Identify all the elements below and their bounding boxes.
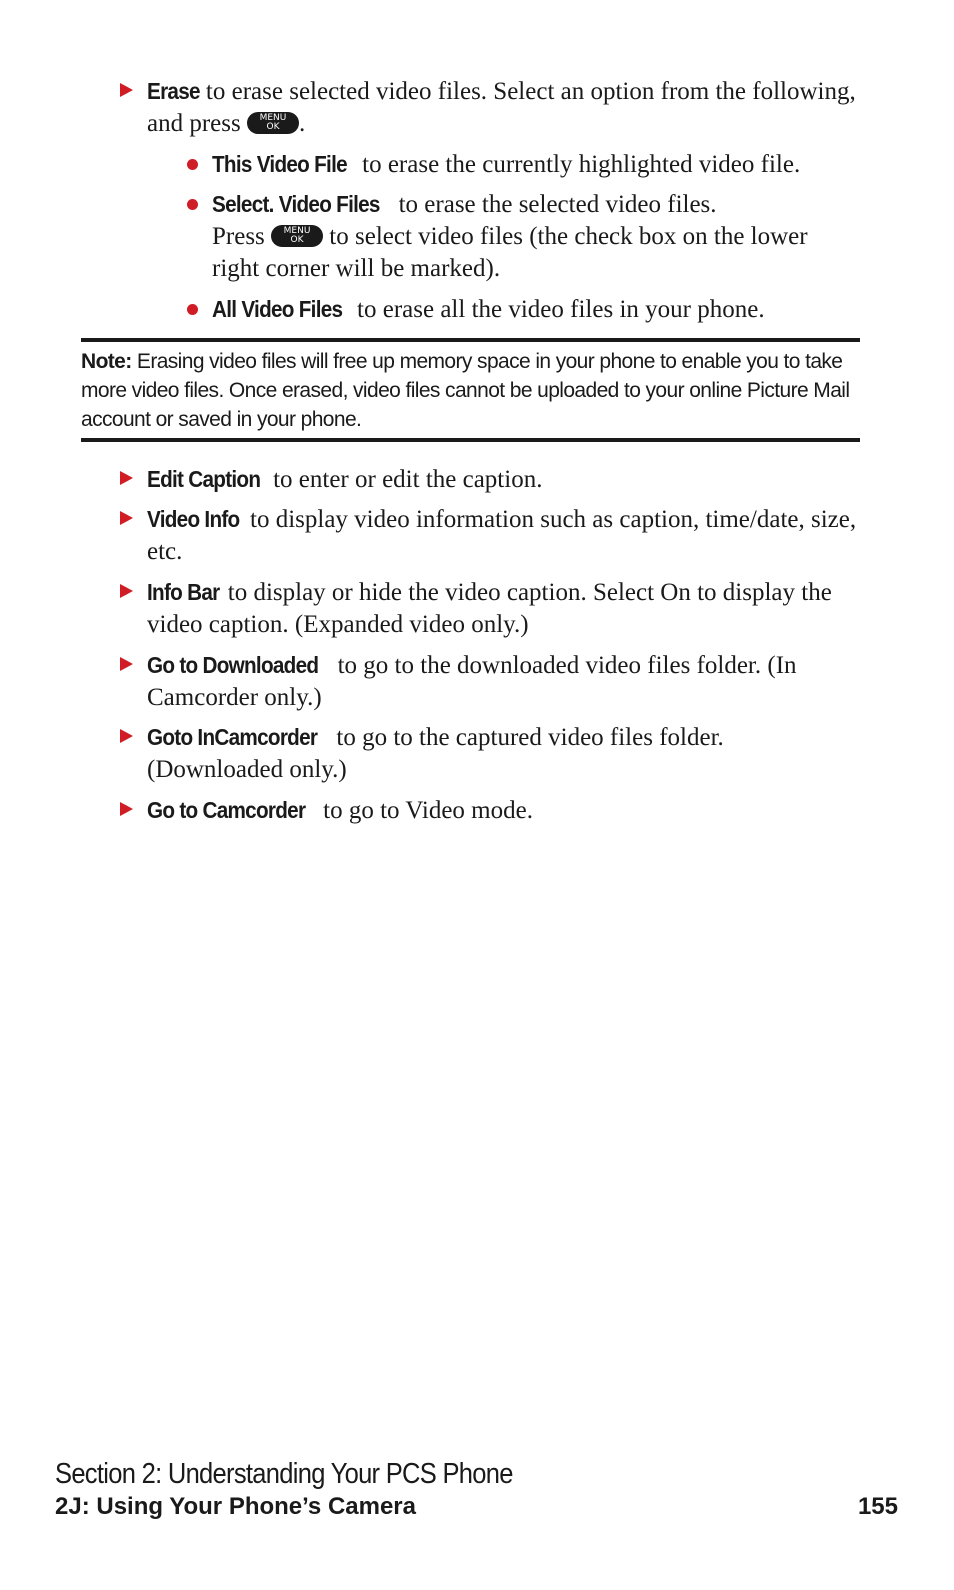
note-label: Note: [81,350,132,373]
footer-section-title: Section 2: Understanding Your PCS Phone [55,1458,513,1490]
bullet-triangle-icon [120,657,133,671]
bullet-triangle-icon [120,584,133,598]
menu-ok-key-icon: MENU OK [271,225,323,247]
erase-term: Erase [147,78,200,104]
footer-chapter-title: 2J: Using Your Phone’s Camera [55,1493,416,1520]
erase-desc: to erase selected video files. Select an option from the following, and press [147,78,856,137]
erase-option: Erase to erase selected video files. Select an option from the following, and press MENU OK . [120,75,860,140]
go-to-camcorder-option: Go to Camcorder to go to Video mode. [120,794,860,827]
erase-all-video-files: All Video Files to erase all the video files in your phone. [187,293,857,326]
note-box [81,338,860,442]
sub-term: This Video File [212,151,347,177]
edit-caption-option: Edit Caption to enter or edit the caption. [120,463,860,496]
goto-incamcorder-option: Goto InCamcorder to go to the captured video files folder. (Downloaded only.) [120,721,860,786]
erase-select-video-files: Select. Video Files to erase the selected video files. Press MENU OK to select video files (the check box on the lower right corner will be marked). [187,188,857,285]
bullet-dot-icon [187,304,198,315]
bullet-triangle-icon [120,729,133,743]
page-number: 155 [857,1493,898,1520]
bullet-dot-icon [187,159,198,170]
video-info-option: Video Info to display video information such as caption, time/date, size, etc. [120,503,860,568]
erase-this-video-file: This Video File to erase the currently highlighted video file. [187,148,857,181]
note-text: Note: Erasing video files will free up memory space in your phone to enable you to take more video files. Once erased, video files cannot be uploaded to your online Picture Mail account or saved in your phone. [81,350,850,431]
sub-term: All Video Files [212,296,343,322]
bullet-triangle-icon [120,511,133,525]
bullet-triangle-icon [120,471,133,485]
bullet-triangle-icon [120,802,133,816]
bullet-dot-icon [187,199,198,210]
go-to-downloaded-option: Go to Downloaded to go to the downloaded video files folder. (In Camcorder only.) [120,649,860,714]
info-bar-option: Info Bar to display or hide the video caption. Select On to display the video caption. (Expanded video only.) [120,576,860,641]
menu-ok-key-icon: MENU OK [247,112,299,134]
bullet-triangle-icon [120,83,133,97]
sub-term: Select. Video Files [212,191,380,217]
